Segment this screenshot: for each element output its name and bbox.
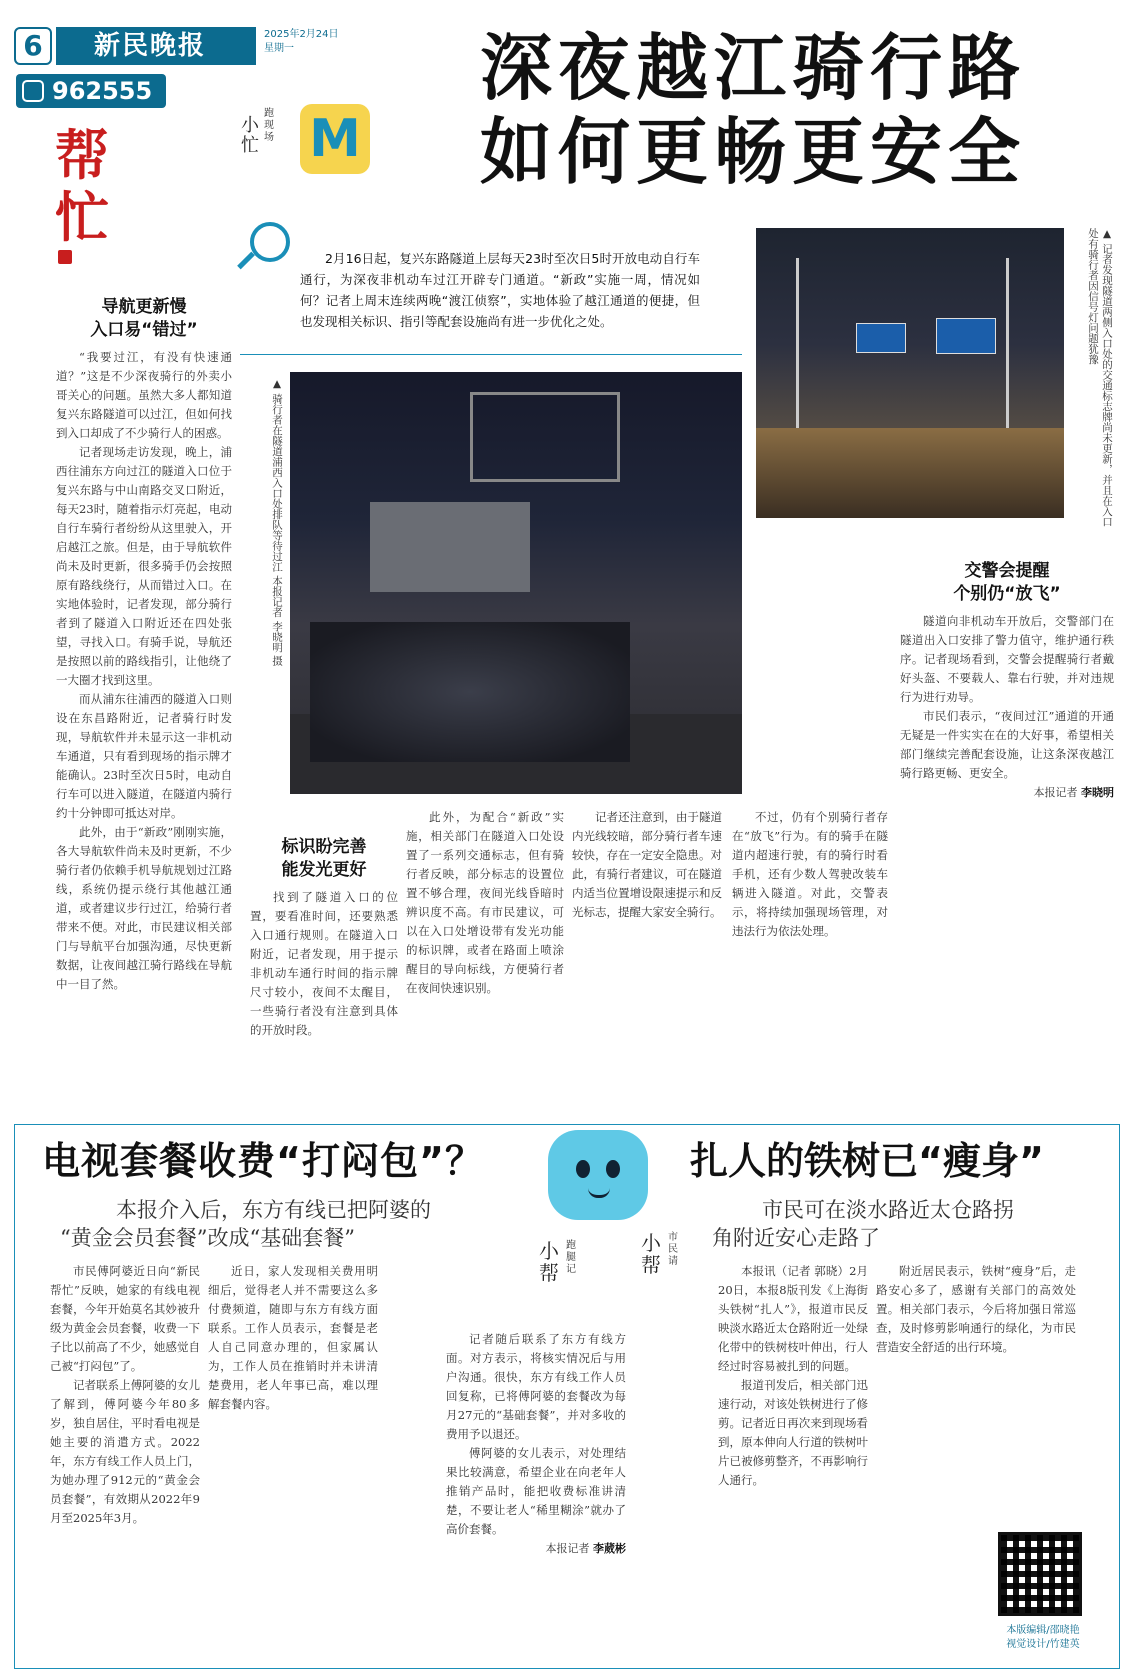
column-mark-letter: M: [300, 104, 370, 174]
photo-caption: ▲ 骑行者在隧道浦西入口处排队等待过江 本报记者 李晓明 摄: [271, 378, 283, 666]
article-column-4: [572, 808, 722, 1104]
subheading-traffic-police: [900, 560, 1114, 606]
building: [370, 502, 530, 592]
tv-article-column-1: [50, 1262, 200, 1662]
article-column-2: [250, 808, 398, 1104]
qr-code[interactable]: [998, 1532, 1082, 1616]
paragraph: “我要过江，有没有快速通道？”这是不少深夜骑行的外卖小哥关心的问题。虽然大多人都知道复兴东路隧道可以过江，但如何找到入口却成了不少骑行人的困惑。: [56, 350, 232, 440]
byline-prefix: 本报记者: [545, 1542, 590, 1555]
night-tunnel-entrance-photo: [756, 228, 1064, 518]
cycad-headline: 扎人的铁树已“瘦身”: [690, 1139, 1044, 1183]
article-column-1: [56, 292, 232, 1102]
street-lamp: [1006, 258, 1009, 438]
subheading-navigation: [56, 296, 232, 342]
paragraph: 隧道向非机动车开放后，交警部门在隧道出入口安排了警力值守，维护通行秩序。记者现场看到，交警会提醒骑行者戴好头盔、不要载人、靠右行驶，并对违规行为进行劝导。: [900, 614, 1114, 704]
section-name: 帮忙: [55, 123, 109, 249]
subheading-line: 入口易“错过”: [90, 320, 198, 340]
paragraph: 而从浦东往浦西的隧道入口则设在东昌路附近，记者骑行时发现，导航软件并未显示这一非机动车通道，只有看到现场的指示牌才能确认。23时至次日5时，电动自行车可以进入隧道，在隧道内骑行约十分钟即可抵达对岸。: [56, 692, 232, 820]
magnifier-handle-icon: [237, 252, 255, 270]
byline: [446, 1539, 626, 1558]
tv-article-column-3: [386, 1262, 440, 1662]
seal-icon: [58, 250, 72, 264]
cyclists-queue-photo: [290, 372, 742, 794]
paragraph: 记者随后联系了东方有线方面。对方表示，将核实情况后与用户沟通。很快，东方有线工作人员回复称，已将傅阿婆的套餐改为每月27元的“基础套餐”，并对多收的费用予以退还。: [446, 1332, 626, 1441]
tv-package-subheadline: [60, 1196, 540, 1252]
tv-package-headline: 电视套餐收费“打闷包”？: [42, 1139, 484, 1183]
main-headline: [480, 26, 1120, 194]
weekday-line: 星期一: [264, 43, 294, 54]
article-column-5: [732, 808, 888, 1104]
byline-name: 李晓明: [1081, 786, 1114, 799]
paragraph: 傅阿婆的女儿表示，对处理结果比较满意，希望企业在向老年人推销产品时，能把收费标准讲清楚，不要让老人“稀里糊涂”就办了高价套餐。: [446, 1446, 626, 1536]
tv-mascot-icon: [548, 1130, 648, 1220]
cycad-article-column-2: [876, 1262, 1076, 1524]
photo-caption: ▲ 记者发现隧道两侧入口处的交通标志牌尚未更新，并且在入口处有骑行者因信号灯问题犹豫: [1087, 228, 1113, 527]
road-sign: [856, 323, 906, 353]
road-sign: [936, 318, 996, 354]
article-column-3: [406, 808, 564, 1104]
column-mark-small: 跑现场: [264, 108, 274, 143]
riders-crowd: [310, 622, 630, 762]
editor-credits: [998, 1624, 1088, 1652]
subheadline-line: 角附近安心走路了: [712, 1226, 880, 1250]
paragraph: 市民傅阿婆近日向“新民帮忙”反映，她家的有线电视套餐，今年开始莫名其妙被升级为黄金会员套餐，收费一下子比以前高了不少，她感觉自己被“打闷包”了。: [50, 1264, 200, 1373]
subheading-line: 能发光更好: [281, 860, 367, 880]
paragraph: 记者联系上傅阿婆的女儿了解到，傅阿婆今年80多岁，独自居住，平时看电视是她主要的消遣方式。2022年，东方有线工作人员上门，为她办理了912元的“黄金会员套餐”，有效期从2022年9月至2025年3月。: [50, 1378, 200, 1525]
paragraph: 找到了隧道入口的位置，要看准时间，还要熟悉入口通行规则。在隧道入口附近，记者发现，用于提示非机动车通行时间的指示牌尺寸较小，夜间不太醒目，一些骑行者没有注意到具体的开放时段。: [250, 890, 398, 1037]
mascot-eye: [606, 1160, 620, 1178]
subheading-line: 标识盼完善: [281, 837, 367, 857]
overhead-gantry: [470, 392, 620, 482]
subheadline-line: “黄金会员套餐”改成“基础套餐”: [60, 1226, 355, 1250]
phone-icon: [22, 80, 44, 102]
article-column-6: [900, 556, 1114, 1104]
tag-word: 小帮: [641, 1231, 661, 1277]
byline-prefix: 本报记者: [1033, 786, 1078, 799]
street-lamp: [796, 258, 799, 438]
column-mark: [240, 96, 380, 186]
paragraph: 近日，家人发现相关费用明细后，觉得老人并不需要这么多付费频道，随即与东方有线方面联系。工作人员表示，套餐是老人自己同意办理的，但家属认为，工作人员在推销时并未讲清楚费用，老人年事已高，难以理解套餐内容。: [208, 1264, 378, 1411]
subheading-line: 导航更新慢: [101, 297, 187, 317]
magnifier-icon: [250, 222, 290, 262]
paragraph: 报道刊发后，相关部门迅速行动，对该处铁树进行了修剪。记者近日再次来到现场看到，原本伸向人行道的铁树叶片已被修剪整齐，不再影响行人通行。: [718, 1378, 868, 1487]
column-tag-right: [640, 1230, 700, 1300]
paragraph: 附近居民表示，铁树“瘦身”后，走路安心多了，感谢有关部门的高效处置。相关部门表示，今后将加强日常巡查，及时修剪影响通行的绿化，为市民营造安全舒适的出行环境。: [876, 1264, 1076, 1354]
byline: [900, 783, 1114, 802]
tag-word: 小帮: [539, 1239, 559, 1285]
page-number: 6: [14, 27, 52, 65]
lead-divider: [240, 354, 742, 355]
paragraph: 此外，由于“新政”刚刚实施，各大导航软件尚未及时更新，不少骑行者仍依赖手机导航规划过江路线，系统仍提示绕行其他越江通道，或者建议步行过江，给骑行者带来不便。对此，市民建议相关部门与导航平台加强沟通，尽快更新数据，让夜间越江骑行路线在导航中一目了然。: [56, 825, 232, 991]
date-line: 2025年2月24日: [264, 29, 339, 40]
column-tag-left: [538, 1238, 598, 1308]
editor-line: 本版编辑/邵晓艳: [1006, 1625, 1080, 1636]
paragraph: 市民们表示，“夜间过江”通道的开通无疑是一件实实在在的大好事，希望相关部门继续完善配套设施，让这条深夜越江骑行路更畅、更安全。: [900, 709, 1114, 780]
subheading-line: 个别仍“放飞”: [953, 584, 1061, 604]
paragraph: 记者还注意到，由于隧道内光线较暗，部分骑行者车速较快，存在一定安全隐患。对此，有骑行者建议，可在隧道内适当位置增设限速提示和反光标志，提醒大家安全骑行。: [572, 810, 722, 919]
cycad-article-column-1: [718, 1262, 868, 1662]
column-mark-word: 小忙: [241, 115, 259, 156]
headline-line-1: 深夜越江骑行路: [480, 26, 1027, 110]
paragraph: 本报讯（记者 郭晓）2月20日，本报8版刊发《上海街头铁树“扎人”》，报道市民反映淡水路近太仓路附近一处绿化带中的铁树枝叶伸出，行人经过时容易被扎到的问题。: [718, 1264, 868, 1373]
newspaper-masthead: 新民晚报: [56, 27, 256, 65]
designer-line: 视觉设计/竹建英: [1006, 1639, 1080, 1650]
paragraph: 记者现场走访发现，晚上，浦西往浦东方向过江的隧道入口位于复兴东路与中山南路交叉口附近，每天23时，随着指示灯亮起，电动自行车骑行者纷纷从这里驶入，开启越江之旅。但是，由于导航软件尚未及时更新，很多骑手仍会按照原有路线绕行，从而错过入口。在实地体验时，记者发现，部分骑行者到了隧道入口附近还在四处张望，寻找入口。有骑手说，导航还是按照以前的路线指引，让他绕了一大圈才找到这里。: [56, 445, 232, 687]
subheadline-line: 市民可在淡水路近太仓路拐: [762, 1198, 1014, 1222]
paragraph: 此外，为配合“新政”实施，相关部门在隧道入口处设置了一系列交通标志，但有骑行者反映，部分标志的设置位置不够合理，夜间光线昏暗时辨识度不高。有市民建议，可以在入口处增设带有发光功能的标识牌，或者在路面上喷涂醒目的导向标线，方便骑行者在夜间快速识别。: [406, 810, 564, 995]
hotline-number: 962555: [16, 74, 166, 108]
tv-article-column-4: [446, 1330, 626, 1660]
paragraph: 不过，仍有个别骑行者存在“放飞”行为。有的骑手在隧道内超速行驶，有的骑行时看手机，还有少数人驾驶改装车辆进入隧道。对此，交警表示，将持续加强现场管理，对违法行为依法处理。: [732, 810, 888, 938]
headline-line-2: 如何更畅更安全: [480, 110, 1027, 194]
cycad-subheadline: [712, 1196, 1112, 1252]
tv-article-column-2: [208, 1262, 378, 1662]
story-lead: 2月16日起，复兴东路隧道上层每天23时至次日5时开放电动自行车通行，为深夜非机动车过江开辟专门通道。“新政”实施一周，情况如何？记者上周末连续两晚“渡江侦察”，实地体验了越江通道的便捷，但也发现相关标识、指引等配套设施尚有进一步优化之处。: [300, 251, 700, 329]
road-surface: [756, 428, 1064, 518]
subheadline-line: 本报介入后，东方有线已把阿婆的: [116, 1198, 431, 1222]
subheading-signage: [250, 836, 398, 882]
subheading-line: 交警会提醒: [964, 561, 1050, 581]
issue-date: [264, 28, 339, 56]
mascot-eye: [576, 1160, 590, 1178]
tag-small-word: 跑腿记: [566, 1240, 576, 1275]
tag-small-word: 市民请: [668, 1232, 678, 1267]
byline-name: 李葳彬: [593, 1542, 626, 1555]
mascot-mouth: [588, 1188, 610, 1198]
